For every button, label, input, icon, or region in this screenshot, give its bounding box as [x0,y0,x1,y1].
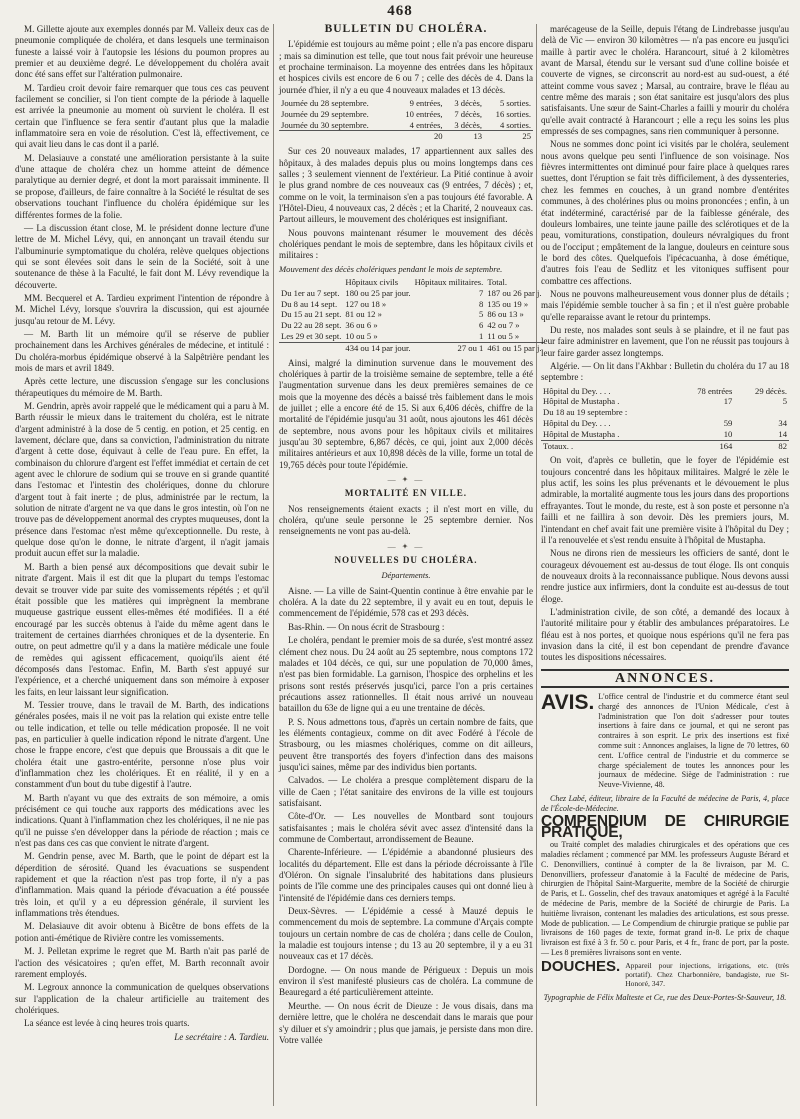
column-rule-left [273,24,274,1106]
total-entrees: 20 [393,131,444,142]
algerie-row-a: 17 [723,396,733,407]
algerie-row-b [734,407,789,418]
compendium-title: COMPENDIUM DE CHIRURGIE PRATIQUE, [541,812,789,841]
algerie-total-row [541,440,789,451]
news-paragraph: Charente-Inférieure. — L'épidémie a abandonné plusieurs des localités du département. Elle est dans la période décroissante à l'île d'Oléron. On signale l'insalubrité des habitations dans plusieurs points de l'île comme une des principales causes qui ont donné lieu à l'intensité de l'épidémie dans ces derniers temps. [279,847,533,903]
daily-row-deces: 7 décès, [454,108,483,119]
minutes-paragraph: M. J. Pelletan exprime le regret que M. Barth n'ait pas parlé de l'action des vésicatoires ; qu'en effet, M. Barth reconnaît avoir rarement employés. [15,946,269,979]
minutes-paragraph: M. Gillette ajoute aux exemples donnés par M. Valleix deux cas de pneumonie compliquée de choléra, et dans lesquels une terminaison funeste a laissé voir à l'autopsie les lésions du poumon propres au premier et au deuxième degré. Le développement du choléra avait donc été sans effet sur l'altération pulmonaire. [15,24,269,80]
letter-paragraph: Nous ne sommes donc point ici visités par le choléra, seulement nous avons quelque peu senti l'influence de son voisinage. Nos fièvres intermittentes ont diminué pour faire place à quelques rares suettes, dont l'éruption se fait très difficilement, à des dyssenteries, chez les femmes en couches, à un grand nombre d'entérites communes, à des cholérines plus ou moins prononcées ; enfin, à un état indéterminé, caractérisé par de la faiblesse générale, des douleurs lombaires, une teinte jaune paille des sclérotiques et de la peau, vomiturations, constipation, douleurs névralgiques du front ou de l'occiput ; empâtement de la langue, douleurs en ceinture sous le bord des côtes. Quelquefois l'ipécacuanha, à dose émétique, d'autres fois l'eau de Sedlitz et les vitoniques suffisent pour combattre ces affections. [541,139,789,286]
avis-text: L'office central de l'industrie et du commerce étant seul chargé des annonces de l'Union Médicale, c'est à l'administration que l'on doit s'adresser pour toutes insertions à faire dans ce journal, et qui ne seront pas contraires à son esprit. Le prix des insertions est fixé comme suit : Annonces anglaises, la ligne de 70 lettres, 60 cent. L'office central de l'industrie et du commerce se charge spécialement de toutes les annonces pour les journaux de médecine. Siège de l'administration : rue Neuve-Vivienne, 48. [598,691,789,790]
month-row-militaires: 6 [479,320,484,331]
algerie-total-label: Totaux. . [541,440,675,451]
month-row-militaires: 5 [479,309,484,320]
month-row-period: Du 22 au 28 sept. [281,320,342,331]
section-ornament: — ✦ — [387,475,425,485]
total-sorties: 25 [484,131,533,142]
letter-paragraph: marécageuse de la Seille, depuis l'étang de Lindrebasse jusqu'au delà de Vic — environ 30 kilomètres — n'a pas encore eu jusqu'ici maille à partir avec le choléra. Harancourt, situé à 2 kilomètres avant de Marsal, étendu sur le versant sud d'une colline boisée et couverte de vignes, se circonscrit au nord-est au sud-ouest, a été atteint comme vous savez ; Marsal, au contraire, brave le fléau au centre même des marais ; son état sanitaire est jusqu'alors des plus satisfaisants. Une sœur de Saint-Charles a failli y mourir du choléra qu'elle avait contracté à Harancourt ; elle a reçu les soins les plus empressés de ses compagnes, sans rien communiquer à personne. [541,24,789,137]
minutes-paragraph: M. Delasiauve a constaté une amélioration persistante à la suite d'une attaque de choléra chez un homme atteint de démence paralytique au dernier degré, et dont la mort paraissait imminente. Il se propose, d'ailleurs, de faire connaître à la Société le résultat de ses observations touchant l'influence du choléra épidémique sur les différentes formes de la folie. [15,152,269,220]
epidemic-total-paragraph: Ainsi, malgré la diminution survenue dans le mouvement des cholériques à partir de la troisième semaine de septembre, telle a été l'augmentation survenue dans les deux premières semaines de ce mois que la moyenne des décès a baissé très faiblement dans le mois de juillet ; elle a encore été de 15. Si aux 6,406 décès, chiffre de la mortalité de l'épidémie jusqu'au 31 août, nous ajoutons les 461 décès de septembre, nous avons pour les hôpitaux civils et militaires jusqu'au 30 septembre, 6,867 décès, ce qui, joint aux 2,000 décès militaires antérieurs et aux 10,898 décès de la ville, forme un total de 19,765 décès pour toute l'épidémie. [279,357,533,470]
monthly-total-row [279,342,544,353]
ville-title: MORTALITÉ EN VILLE. [344,488,468,499]
daily-row-day: Journée du 28 septembre. [281,98,369,109]
month-row-period: Du 15 au 21 sept. [281,309,342,320]
month-row-total: 135 ou 19 » [487,298,529,309]
algerie-row-label: Du 18 au 19 septembre : [543,407,628,418]
nouvelles-title: NOUVELLES DU CHOLÉRA. [334,555,478,566]
daily-totals-row [279,131,533,142]
month-row-total: 86 ou 13 » [487,309,524,320]
algerie-row-b: 5 [782,396,787,407]
daily-row [279,109,533,120]
total-deces: 13 [445,131,484,142]
compendium-text: ou Traité complet des maladies chirurgicales et des opérations que ces maladies réclament ; commencé par MM. les professeurs Auguste Bérard et C. Denonvilliers, continué à compter de la 8e livraison, par M. C. Denonvilliers, professeur d'anatomie à la Faculté de médecine de Paris, chirurgien de l'hôpital Saint-Marguerite, membre de la Société de chirurgie de Paris, et L. Gosselin, chef des travaux anatomiques et agrégé à la Faculté de médecine de Paris, membre de la Société de chirurgie de Paris. La huitième livraison, contenant les maladies des articulations, est sous presse. Mode de publication. — Le Compendium de chirurgie pratique se publie par livraisons de 160 pages de texte, format grand in-8. Le prix de chaque livraison est fixé à 3 fr. 50 c. pour Paris, et 4 fr., franc de port, par la poste. — Les 8 premières livraisons sont en vente. [541,840,789,957]
society-minutes [15,24,269,1030]
news-paragraph: Bas-Rhin. — On nous écrit de Strasbourg : [288,621,445,632]
algerie-total-b: 82 [734,440,789,451]
month-row-civils: 180 ou 25 par jour. [345,287,411,298]
month-row-total: 11 ou 5 » [487,331,520,342]
avis-block [541,692,789,790]
ville-text: Nos renseignements étaient exacts ; il n'est mort en ville, du choléra, qu'une seule personne le 25 septembre dernier. Nos renseignements ne vont pas au-delà. [279,503,533,537]
minutes-paragraph: M. Tessier trouve, dans le travail de M. Barth, des indications générales posées, mais il ne voit pas la relation qui existe entre telle ou telle indication, et telle ou telle médication proposée. Il ne voit pas, en particulier à quelle indication répond le nitrate d'argent. Une chose le frappe encore, c'est que depuis que Broussais a dit que le choléra était une gastro-entérite, personne n'ose plus voir d'inflammation chez les cholériques. Et en réalité, il y en a constamment d'un bout du tube digestif à l'autre. [15,699,269,790]
daily-stats-table [279,98,533,142]
algerie-row-label: Hôpital de Mustapha . [543,396,620,407]
algerie-row [541,418,789,429]
algerie-row [541,396,789,407]
news-paragraph: Le choléra, pendant le premier mois de sa durée, s'est montré assez clément chez nous. Du 24 août au 25 septembre, nous comptons 172 malades et 104 décès, ce qui, sur une population de 70,000 âmes, n'est pas bien formidable. La garnison, l'hospice des orphelins et les prisons sont restés préservés jusqu'ici, parce l'on a pris certaines précautions assez rationnelles. Il était nous arrivé un nouveau bataillon du 63e de ligne qui a eu une trentaine de décès. [279,635,533,714]
month-row [279,288,544,299]
algerie-intro: Algérie. — On lit dans l'Akhbar : Bulletin du choléra du 17 au 18 septembre : [541,360,789,383]
algerie-row-a [675,407,734,418]
month-row-period: Les 29 et 30 sept. [281,331,342,342]
monthly-deaths-table [279,277,544,354]
daily-row-deces: 3 décès, [454,98,483,109]
month-row [279,299,544,310]
month-row-total: 42 ou 7 » [487,320,520,331]
month-row-civils: 81 ou 12 » [345,309,382,320]
news-paragraph: Meurthe. — On nous écrit de Dieuze : Je vous disais, dans ma dernière lettre, que le choléra ne descendait dans le marais que pour s'y diluer et s'y amoindrir ; plus que jamais, je persiste dans mon dire. Votre vallée [279,1000,533,1045]
month-row [279,309,544,320]
daily-row-sorties: 16 sorties. [495,108,531,119]
daily-row-sorties: 5 sorties. [499,98,531,109]
minutes-paragraph: La séance est levée à cinq heures trois quarts. [24,1018,190,1029]
column-3 [541,24,789,1104]
daily-row [279,120,533,131]
minutes-paragraph: — M. Barth lit un mémoire qu'il se réserve de publier prochainement dans les Archives générales de médecine, et intitulé : Du choléra-morbus épidémique observé à la Salpêtrière pendant les mois de mars et avril 1849. [15,328,269,373]
minutes-paragraph: M. Gendrin pense, avec M. Barth, que le point de départ est la déperdition de sérosité. Quand les évacuations se suspendent rapidement et que la réaction n'est pas trop forte, il n'y a pas d'inflammation. Mais quand la période d'évacuation a été poussée très loin, et qu'il y a eu dépression générale, il survient les inflammations très étendues. [15,851,269,919]
daily-row-entrees: 4 entrées, [409,119,443,130]
algerie-row-a: 59 [723,418,733,429]
month-row-total: 187 ou 26 par j. [487,287,542,298]
algerie-total-a: 164 [675,440,734,451]
meurthe-letter [541,24,789,359]
algerie-row-a: 10 [723,428,733,439]
month-row [279,320,544,331]
algerie-row-label: Hôpital du Dey. . . . [543,385,611,396]
algerie-row-label: Hôpital de Mustapha . [543,428,620,439]
secretary-signature: Le secrétaire : A. Tardieu. [174,1031,269,1042]
new-cases-paragraph: Sur ces 20 nouveaux malades, 17 appartiennent aux salles des hôpitaux, à des malades depuis plus ou moins longtemps dans ces salles ; 3 seulement viennent de l'extérieur. La Pitié continue à avoir le plus grand nombre de ces nouveaux cas (9 entrées, 7 décès) ; et, comme on le voit, la terminaison s'en a pas toujours été favorable. A l'Hôtel-Dieu, 4 nouveaux cas, 2 décès ; et la Charité, 2 nouveaux cas. Partout ailleurs, le mouvement des cholériques est insignifiant. [279,146,533,225]
algerie-paragraph: L'administration civile, de son côté, a demandé des locaux à l'autorité militaire pour y établir des ambulances préparatoires. Le fléau est à nos portes, et quoique nous espérions qu'il ne fera pas invasion dans la cité, il est bon cependant de prendre d'avance toutes les dispositions nécessaires. [541,606,789,663]
news-paragraph: Deux-Sèvres. — L'épidémie a cessé à Mauzé depuis le commencement du mois de septembre. La commune d'Arçais compte toujours un certain nombre de cas de choléra ; dans celle de Coulon, la maladie est toujours intense ; du 13 au 20 septembre, il y a eu 31 nouveaux cas et 17 décès. [279,906,533,962]
month-row-civils: 36 ou 6 » [345,320,378,331]
douches-title: DOUCHES. [541,957,621,975]
algerie-row [541,407,789,418]
algerie-row-a: 78 entrées [697,385,733,396]
monthly-table-caption: Mouvement des décès cholériques pendant le mois de septembre. [279,263,503,274]
nouvelles-subtitle: Départements. [381,571,431,581]
news-paragraph: Côte-d'Or. — Les nouvelles de Montbard sont toujours satisfaisantes ; mais le choléra sévit avec assez d'intensité dans la commune de Combertaut, arrondissement de Beaune. [279,811,533,845]
month-total-total: 461 ou 15 par j. [487,342,542,353]
minutes-paragraph: M. Barth a bien pensé aux décompositions que devait subir le nitrate d'argent. Mais il est dit que la plupart du temps l'estomac devait se trouver vide par suite des vomissements répétés ; et qu'il était possible que les matières qui imprègnent la membrane muqueuse gastrique eussent elles-mêmes été modifiées. Il a été encouragé par les succès obtenus à l'aide du même agent dans le traitement de certaines diarrhées chroniques et de la dysenterie. En outre, on peut admettre qu'il y a dans la matière médicale une foule de remèdes qui agissent efficacement, quoiqu'ils aient été décomposés dans l'estomac. Enfin, M. Barth s'est appuyé sur l'expérience, et a cherché uniquement dans son mémoire à exposer les faits, en leur laissant leur signification. [15,561,269,697]
daily-row-day: Journée du 29 septembre. [281,108,369,119]
month-total-civils: 434 ou 14 par jour. [345,342,411,353]
month-row-period: Du 1er au 7 sept. [281,287,340,298]
douches-ad [541,957,789,988]
news-paragraph: Calvados. — Le choléra a presque complètement disparu de la ville de Caen ; l'état sanitaire des environs de la ville est toujours satisfaisant. [279,775,533,808]
algerie-paragraphs [541,455,789,663]
month-row-militaires: 8 [479,298,484,309]
algerie-paragraph: Nous ne dirons rien de messieurs les officiers de santé, dont le courageux dévouement est au-dessus de tout éloge. Ils ont conquis de nouveaux droits à la reconnaissance publique. Nous devons aussi rendre justice aux infirmiers, dont la conduite est au-dessus de tout éloge. [541,548,789,604]
section-ornament: — ✦ — [387,541,425,551]
month-row-militaires: 1 [479,331,484,342]
month-row-period: Du 8 au 14 sept. [281,298,338,309]
publisher-line: Chez Labé, éditeur, libraire de la Faculté de médecine de Paris, 4, place de l'École-de-Médecine. [541,793,789,813]
avis-word: AVIS. [541,690,595,714]
column-2 [279,23,542,1104]
algerie-row-b: 29 décès. [755,385,787,396]
departement-news [279,586,533,1046]
daily-row-deces: 3 décès, [454,119,483,130]
minutes-paragraph: M. Gendrin, après avoir rappelé que le médicament qui a paru à M. Barth réussir le mieux dans le traitement du choléra, est le nitrate d'argent administré à la dose de 5 centig. en potion, et 25 centig. en lavement, déclare que, dans sa conviction, l'administration du nitrate d'argent à cette dose, équivaut à celle de l'eau pure. En effet, la combinaison du chlorure d'argent est l'effet immédiat et certain de cet agent avec le chlorure de sodium qui se trouve en si grande quantité dans l'estomac et l'intestin des cholériques, donne du chlorure d'argent tout à fait inerte ; de plus, administrée par le rectum, la solution de nitrate d'argent ne va que dans le gros intestin, où l'on ne trouve pas de développement anormal des cryptes muqueuses, dont la présence dans l'estomac n'est même qu'exceptionnelle. Du reste, à quelque dose qu'on le donne, le nitrate d'argent, il n'agit jamais produit aucun effet sur la maladie. [15,401,269,559]
algerie-table [541,386,789,452]
bulletin-title: BULLETIN DU CHOLÉRA. [324,23,488,35]
minutes-paragraph: M. Barth n'ayant vu que des extraits de son mémoire, a omis précisément ce qui touche aux rapports des médications avec les indications. Quant à l'inflammation chez les cholériques, il ne nie pas qu'il ne puisse s'en développer dans la période de réaction ; mais ce n'est pas dans ces cas que convient le nitrate d'argent. [15,792,269,849]
algerie-row-b: 34 [778,418,787,429]
month-row-militaires: 7 [479,287,484,298]
minutes-paragraph: M. Delasiauve dit avoir obtenu à Bicêtre de bons effets de la potion anti-émétique de Rivière contre les vomissements. [15,921,269,943]
printer-footer: Typographie de Félix Malteste et Ce, rue des Deux-Portes-St-Sauveur, 18. [543,992,787,1002]
month-total-militaires: 27 ou 1 [413,342,486,353]
news-paragraph: P. S. Nous admettons tous, d'après un certain nombre de faits, que les éléments contagieux, comme on dit avec Fodéré à l'école de Strasbourg, ou les miasmes cholériques, comme on dit ailleurs, peuvent être transportés des foyers d'infection dans des maisons jusqu'ici saines, même par des individus bien portants. [279,716,533,772]
algerie-row-b: 14 [778,428,787,439]
minutes-paragraph: MM. Becquerel et A. Tardieu expriment l'intention de répondre à M. Michel Lévy, lorsque s'ouvrira la discussion, qui est ajournée jusqu'au retour de M. Lévy. [15,292,269,326]
daily-row-sorties: 4 sorties. [499,119,531,130]
algerie-row [541,386,789,397]
minutes-paragraph: Après cette lecture, une discussion s'engage sur les conclusions thérapeutiques du mémoire de M. Barth. [15,376,269,398]
column-rule-right [536,24,537,1106]
daily-row [279,98,533,109]
monthly-summary-intro: Nous pouvons maintenant résumer le mouvement des décès cholériques pendant le mois de septembre, dans les hôpitaux civils et militaires : [279,227,533,261]
minutes-paragraph: — La discussion étant close, M. le président donne lecture d'une lettre de M. Michel Lévy, qui, en annonçant un travail étendu sur l'albuminurie symptomatique du choléra, relève quelques objections qui se sont élevées soit dans le sein de la Société, soit à une soutenance de thèse à la Faculté, le fait dont M. Lévy revendique la découverte. [15,222,269,290]
letter-paragraph: Nous ne pouvons malheureusement vous donner plus de détails ; mais l'épidémie semble toucher à sa fin ; et il n'est guère probable qu'elle reparaisse avant le retour du printemps. [541,288,789,322]
douches-text: Appareil pour injections, irrigations, etc. (très portatif). Chez Charbonnière, bandagiste, rue St-Honoré, 347. [625,960,789,988]
page-number: 468 [387,3,413,19]
bulletin-intro: L'épidémie est toujours au même point ; elle n'a pas encore disparu ; mais sa diminution est telle, que tout nous fait prévoir une heureuse et prochaine terminaison. La moyenne des entrées dans les hôpitaux et hospices civils est encore de 6 ou 7 ; celle des décès de 4. Dans la journée d'hier, il n'y a eu que 4 nouveaux malades et 13 décès. [279,39,533,95]
minutes-paragraph: M. Legroux annonce la communication de quelques observations sur l'application de la chaleur artificielle au traitement des cholériques. [15,982,269,1015]
header-civils: Hôpitaux civils [345,277,399,288]
algerie-row-label: Hôpital du Dey. . . . [543,418,611,429]
news-paragraph: Aisne. — La ville de Saint-Quentin continue à être envahie par le choléra. A la date du 22 septembre, il y avait eu en tout, depuis le commencement de l'épidémie, 578 cas et 293 décès. [279,585,533,619]
algerie-row [541,429,789,440]
month-row-civils: 127 ou 18 » [345,298,387,309]
letter-paragraph: Du reste, nos malades sont seuls à se plaindre, et il ne faut pas leur faire administrer en lavement, que l'on ne réussit pas toujours à leur faire garder assez longtemps. [541,324,789,358]
annonces-title: ANNONCES. [541,669,789,688]
news-paragraph: Dordogne. — On nous mande de Périgueux : Depuis un mois environ il s'est manifesté plusieurs cas de choléra. La commune de Beauregard a été particulièrement atteinte. [279,964,533,998]
header-total: Total. [487,277,507,288]
monthly-table-header [279,277,544,288]
algerie-paragraph: On voit, d'après ce bulletin, que le foyer de l'épidémie est toujours concentré dans les hôpitaux militaires. Malgré le zèle le plus actif, les soins les plus prévenants et le dévouement le plus admirable, la mortalité augmente tous les jours dans des proportions effrayantes. Tout le monde, du reste, est à son poste et personne n'a failli et ne faillira à son devoir. Dès les premiers jours, M. l'intendant en chef avait fait une première visite à l'hôpital du Dey ; il l'a renouvelée et s'est rendu ensuite à l'hôpital de Mustapha. [541,455,790,545]
column-1 [15,24,269,1104]
daily-row-day: Journée du 30 septembre. [281,119,369,130]
daily-row-entrees: 10 entrées, [405,108,443,119]
month-row [279,331,544,342]
header-militaires: Hôpitaux militaires. [414,277,484,288]
minutes-paragraph: M. Tardieu croit devoir faire remarquer que tous ces cas peuvent facilement se concilier, si l'on tient compte de la période à laquelle est arrivée la pneumonie au moment où survient le choléra. Il est certain que l'influence se fera sentir d'autant plus que la maladie inflammatoire sera en voie de résolution. C'est là, effectivement, ce qui avait lieu dans le cas dont il a parlé. [15,82,269,150]
month-row-civils: 10 ou 5 » [345,331,378,342]
daily-row-entrees: 9 entrées, [409,98,443,109]
